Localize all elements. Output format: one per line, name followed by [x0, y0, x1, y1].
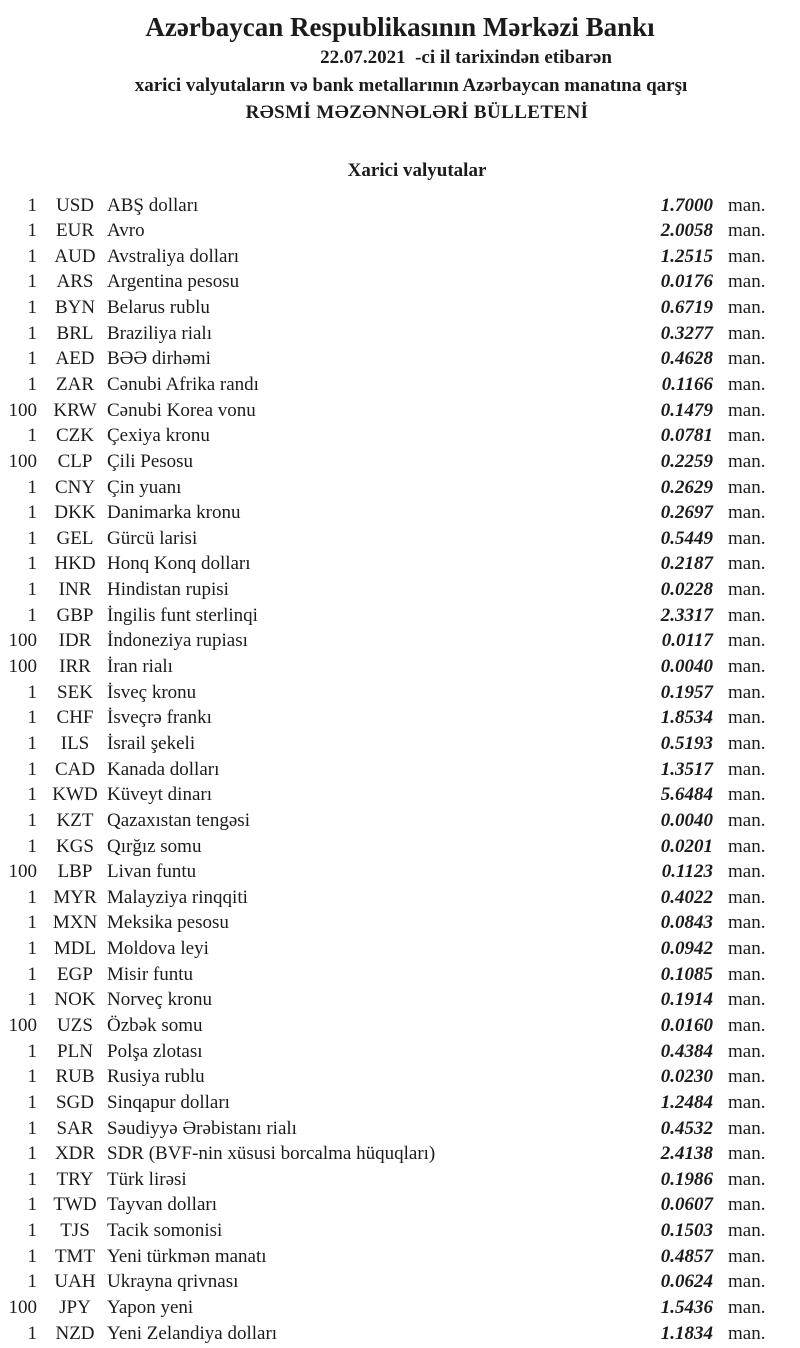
- rate-cell: 0.0843: [660, 912, 713, 934]
- unit-cell: man.: [728, 1194, 766, 1216]
- table-row: [0, 1218, 800, 1244]
- name-cell: Cənubi Korea vonu: [107, 399, 256, 421]
- code-cell: MDL: [53, 938, 97, 960]
- rate-cell: 0.0228: [660, 579, 713, 601]
- qty-cell: 1: [27, 1168, 37, 1190]
- name-cell: Polşa zlotası: [107, 1040, 203, 1062]
- name-cell: Tayvan dolları: [107, 1194, 217, 1216]
- name-cell: Hindistan rupisi: [107, 579, 229, 601]
- rate-cell: 0.3277: [660, 322, 713, 344]
- table-row: [0, 1064, 800, 1090]
- unit-cell: man.: [728, 886, 766, 908]
- qty-cell: 1: [27, 553, 37, 575]
- table-row: [0, 193, 800, 219]
- rate-cell: 1.5436: [660, 1297, 713, 1319]
- code-cell: NZD: [55, 1322, 95, 1344]
- rate-cell: 0.1957: [660, 681, 713, 703]
- name-cell: Küveyt dinarı: [107, 784, 213, 806]
- unit-cell: man.: [728, 220, 766, 242]
- rate-cell: 0.1123: [661, 861, 713, 883]
- rate-cell: 0.1085: [660, 963, 713, 985]
- rate-cell: 1.1834: [660, 1322, 713, 1344]
- table-row: [0, 936, 800, 962]
- unit-cell: man.: [728, 758, 766, 780]
- table-row: [0, 346, 800, 372]
- code-cell: SGD: [55, 1091, 94, 1113]
- name-cell: Çin yuanı: [107, 476, 182, 498]
- rate-cell: 0.2629: [660, 476, 713, 498]
- code-cell: ZAR: [56, 373, 94, 395]
- unit-cell: man.: [728, 1117, 766, 1139]
- unit-cell: man.: [728, 194, 766, 216]
- qty-cell: 1: [27, 1040, 37, 1062]
- rate-cell: 0.2259: [660, 450, 713, 472]
- name-cell: Qazaxıstan tengəsi: [107, 809, 250, 831]
- code-cell: KRW: [53, 399, 97, 421]
- code-cell: RUB: [55, 1066, 95, 1088]
- unit-cell: man.: [728, 938, 766, 960]
- name-cell: SDR (BVF-nin xüsusi borcalma hüquqları): [107, 1143, 436, 1165]
- name-cell: İran rialı: [107, 656, 173, 678]
- table-row: [0, 1013, 800, 1039]
- table-row: [0, 757, 800, 783]
- name-cell: Yeni Zelandiya dolları: [107, 1322, 278, 1344]
- rate-cell: 0.1479: [660, 399, 713, 421]
- unit-cell: man.: [728, 707, 766, 729]
- qty-cell: 1: [27, 1066, 37, 1088]
- code-cell: CAD: [54, 758, 96, 780]
- unit-cell: man.: [728, 553, 766, 575]
- unit-cell: man.: [728, 476, 766, 498]
- effective-date-line: 22.07.2021 -ci il tarixindən etibarən: [320, 47, 612, 68]
- unit-cell: man.: [728, 1066, 766, 1088]
- code-cell: AED: [55, 348, 95, 370]
- qty-cell: 1: [27, 809, 37, 831]
- code-cell: ARS: [56, 271, 94, 293]
- rate-cell: 0.0230: [660, 1066, 713, 1088]
- name-cell: Avstraliya dolları: [107, 245, 240, 267]
- rate-cell: 0.0160: [660, 1015, 713, 1036]
- rate-cell: 0.0040: [660, 809, 713, 831]
- code-cell: SEK: [57, 681, 93, 703]
- qty-cell: 1: [27, 963, 37, 985]
- table-row: [0, 218, 800, 244]
- name-cell: Tacik somonisi: [107, 1220, 223, 1242]
- rate-cell: 0.4532: [660, 1117, 713, 1139]
- table-row: [0, 449, 800, 475]
- unit-cell: man.: [728, 271, 766, 293]
- code-cell: MXN: [52, 912, 98, 934]
- name-cell: Moldova leyi: [107, 938, 209, 960]
- code-cell: EUR: [56, 220, 94, 242]
- name-cell: Gürcü larisi: [107, 527, 198, 549]
- rate-cell: 0.1986: [660, 1168, 713, 1190]
- rate-cell: 2.3317: [660, 604, 713, 626]
- qty-cell: 1: [27, 297, 37, 319]
- table-row: [0, 885, 800, 911]
- code-cell: KGS: [55, 835, 94, 857]
- table-row: [0, 1269, 800, 1295]
- table-row: [0, 577, 800, 603]
- qty-cell: 1: [27, 1322, 37, 1344]
- table-row: [0, 834, 800, 860]
- unit-cell: man.: [728, 656, 766, 678]
- qty-cell: 1: [27, 527, 37, 549]
- qty-cell: 1: [27, 425, 37, 447]
- unit-cell: man.: [728, 963, 766, 985]
- qty-cell: 100: [8, 450, 37, 472]
- code-cell: BYN: [54, 297, 96, 319]
- qty-cell: 1: [27, 835, 37, 857]
- qty-cell: 100: [8, 1297, 37, 1319]
- unit-cell: man.: [728, 604, 766, 626]
- rate-cell: 1.8534: [660, 707, 713, 729]
- code-cell: INR: [58, 579, 92, 601]
- unit-cell: man.: [728, 912, 766, 934]
- code-cell: SAR: [56, 1117, 94, 1139]
- unit-cell: man.: [728, 681, 766, 703]
- code-cell: TWD: [53, 1194, 97, 1216]
- table-row: [0, 500, 800, 526]
- rate-cell: 0.5193: [660, 732, 713, 754]
- name-cell: Rusiya rublu: [107, 1066, 205, 1088]
- rate-cell: 0.6719: [660, 297, 713, 319]
- qty-cell: 1: [27, 912, 37, 934]
- unit-cell: man.: [728, 630, 766, 652]
- code-cell: KZT: [56, 809, 94, 831]
- rate-cell: 0.0624: [660, 1271, 713, 1293]
- unit-cell: man.: [728, 245, 766, 267]
- name-cell: Norveç kronu: [107, 989, 212, 1011]
- qty-cell: 1: [27, 1220, 37, 1242]
- name-cell: İndoneziya rupiası: [107, 630, 248, 652]
- table-row: [0, 244, 800, 270]
- unit-cell: man.: [728, 1091, 766, 1113]
- code-cell: GEL: [56, 527, 94, 549]
- rate-cell: 0.4022: [660, 886, 713, 908]
- unit-cell: man.: [728, 450, 766, 472]
- qty-cell: 100: [8, 1015, 37, 1036]
- qty-cell: 1: [27, 373, 37, 395]
- qty-cell: 1: [27, 886, 37, 908]
- qty-cell: 1: [27, 681, 37, 703]
- qty-cell: 1: [27, 732, 37, 754]
- table-row: [0, 705, 800, 731]
- name-cell: Kanada dolları: [107, 758, 220, 780]
- unit-cell: man.: [728, 861, 766, 883]
- table-row: [0, 1116, 800, 1142]
- name-cell: Argentina pesosu: [107, 271, 240, 293]
- section-title: Xarici valyutalar: [347, 159, 487, 181]
- name-cell: Cənubi Afrika randı: [107, 373, 259, 395]
- code-cell: PLN: [57, 1040, 93, 1062]
- unit-cell: man.: [728, 1220, 766, 1242]
- rate-cell: 2.4138: [660, 1143, 713, 1165]
- code-cell: CNY: [54, 476, 96, 498]
- name-cell: Meksika pesosu: [107, 912, 229, 934]
- rate-cell: 0.1166: [661, 373, 713, 395]
- table-row: [0, 628, 800, 654]
- rate-cell: 0.1503: [660, 1220, 713, 1242]
- unit-cell: man.: [728, 989, 766, 1011]
- qty-cell: 1: [27, 989, 37, 1011]
- table-row: [0, 475, 800, 501]
- unit-cell: man.: [728, 1245, 766, 1267]
- code-cell: XDR: [54, 1143, 96, 1165]
- qty-cell: 100: [8, 399, 37, 421]
- qty-cell: 1: [27, 758, 37, 780]
- rate-cell: 0.0117: [661, 630, 713, 652]
- qty-cell: 1: [27, 604, 37, 626]
- qty-cell: 1: [27, 245, 37, 267]
- name-cell: Türk lirəsi: [107, 1168, 187, 1190]
- unit-cell: man.: [728, 1040, 766, 1062]
- unit-cell: man.: [728, 297, 766, 319]
- table-row: [0, 962, 800, 988]
- table-row: [0, 372, 800, 398]
- table-row: [0, 526, 800, 552]
- table-row: [0, 1141, 800, 1167]
- unit-cell: man.: [728, 1297, 766, 1319]
- qty-cell: 1: [27, 476, 37, 498]
- rate-cell: 0.4857: [660, 1245, 713, 1267]
- name-cell: Belarus rublu: [107, 297, 210, 319]
- table-row: [0, 1090, 800, 1116]
- qty-cell: 1: [27, 1117, 37, 1139]
- name-cell: İngilis funt sterlinqi: [107, 604, 258, 626]
- bulletin-title: RƏSMİ MƏZƏNNƏLƏRİ BÜLLETENİ: [245, 102, 589, 123]
- bank-title: Azərbaycan Respublikasının Mərkəzi Bankı: [145, 12, 655, 42]
- unit-cell: man.: [728, 1271, 766, 1293]
- qty-cell: 100: [8, 630, 37, 652]
- code-cell: NOK: [54, 989, 96, 1011]
- code-cell: LBP: [57, 861, 93, 883]
- unit-cell: man.: [728, 373, 766, 395]
- table-row: [0, 269, 800, 295]
- unit-cell: man.: [728, 502, 766, 524]
- name-cell: Honq Konq dolları: [107, 553, 251, 575]
- rate-cell: 1.2515: [660, 245, 713, 267]
- code-cell: GBP: [56, 604, 94, 626]
- table-row: [0, 1244, 800, 1270]
- code-cell: CLP: [57, 450, 93, 472]
- name-cell: İsveçrə frankı: [107, 707, 212, 729]
- qty-cell: 1: [27, 220, 37, 242]
- rate-cell: 0.0607: [660, 1194, 713, 1216]
- rate-cell: 1.7000: [660, 194, 713, 216]
- table-row: [0, 654, 800, 680]
- unit-cell: man.: [728, 579, 766, 601]
- name-cell: Sinqapur dolları: [107, 1091, 230, 1113]
- code-cell: MYR: [53, 886, 97, 908]
- rate-cell: 0.5449: [660, 527, 713, 549]
- qty-cell: 1: [27, 1245, 37, 1267]
- rate-cell: 1.2484: [660, 1091, 713, 1113]
- rates-table: [0, 193, 800, 1347]
- unit-cell: man.: [728, 784, 766, 806]
- qty-cell: 100: [8, 656, 37, 678]
- name-cell: Çili Pesosu: [107, 450, 194, 472]
- code-cell: TMT: [54, 1245, 96, 1267]
- qty-cell: 1: [27, 194, 37, 216]
- code-cell: IRR: [59, 656, 91, 678]
- unit-cell: man.: [728, 1168, 766, 1190]
- name-cell: ABŞ dolları: [107, 194, 199, 216]
- rate-cell: 0.2697: [660, 502, 713, 524]
- qty-cell: 1: [27, 322, 37, 344]
- code-cell: USD: [55, 194, 94, 216]
- unit-cell: man.: [728, 527, 766, 549]
- qty-cell: 1: [27, 938, 37, 960]
- qty-cell: 1: [27, 348, 37, 370]
- rate-cell: 2.0058: [660, 220, 713, 242]
- unit-cell: man.: [728, 1015, 766, 1036]
- code-cell: BRL: [56, 322, 94, 344]
- table-row: [0, 859, 800, 885]
- name-cell: Malayziya rinqqiti: [107, 886, 248, 908]
- name-cell: Danimarka kronu: [107, 502, 241, 524]
- name-cell: İsveç kronu: [107, 681, 197, 703]
- qty-cell: 1: [27, 1271, 37, 1293]
- unit-cell: man.: [728, 348, 766, 370]
- table-row: [0, 1192, 800, 1218]
- code-cell: IDR: [58, 630, 92, 652]
- qty-cell: 1: [27, 579, 37, 601]
- subject-line: xarici valyutaların və bank metallarının Azərbaycan manatına qarşı: [134, 74, 688, 96]
- table-row: [0, 398, 800, 424]
- code-cell: AUD: [54, 245, 96, 267]
- qty-cell: 1: [27, 707, 37, 729]
- name-cell: BƏƏ dirhəmi: [107, 348, 211, 370]
- qty-cell: 100: [8, 861, 37, 883]
- table-row: [0, 1167, 800, 1193]
- code-cell: CHF: [56, 707, 94, 729]
- qty-cell: 1: [27, 502, 37, 524]
- code-cell: UZS: [57, 1015, 93, 1036]
- rate-cell: 0.0942: [660, 938, 713, 960]
- code-cell: TJS: [60, 1220, 90, 1242]
- qty-cell: 1: [27, 784, 37, 806]
- name-cell: Yapon yeni: [107, 1297, 194, 1319]
- rate-cell: 0.0781: [660, 425, 713, 447]
- code-cell: JPY: [59, 1297, 91, 1319]
- unit-cell: man.: [728, 809, 766, 831]
- table-row: [0, 731, 800, 757]
- qty-cell: 1: [27, 1143, 37, 1165]
- table-row: [0, 987, 800, 1013]
- name-cell: Braziliya rialı: [107, 322, 212, 344]
- unit-cell: man.: [728, 732, 766, 754]
- qty-cell: 1: [27, 1194, 37, 1216]
- rate-cell: 0.0040: [660, 656, 713, 678]
- code-cell: CZK: [56, 425, 94, 447]
- rate-cell: 5.6484: [660, 784, 713, 806]
- unit-cell: man.: [728, 1143, 766, 1165]
- name-cell: Özbək somu: [107, 1015, 203, 1036]
- name-cell: Livan funtu: [107, 861, 197, 883]
- unit-cell: man.: [728, 399, 766, 421]
- table-row: [0, 680, 800, 706]
- code-cell: HKD: [54, 553, 96, 575]
- table-row: [0, 603, 800, 629]
- name-cell: Yeni türkmən manatı: [107, 1245, 267, 1267]
- code-cell: KWD: [52, 784, 98, 806]
- rate-cell: 0.0201: [660, 835, 713, 857]
- code-cell: UAH: [54, 1271, 96, 1293]
- table-row: [0, 423, 800, 449]
- table-row: [0, 910, 800, 936]
- code-cell: TRY: [56, 1168, 94, 1190]
- table-row: [0, 1039, 800, 1065]
- name-cell: İsrail şekeli: [107, 732, 196, 754]
- name-cell: Misir funtu: [107, 963, 194, 985]
- code-cell: EGP: [57, 963, 93, 985]
- code-cell: ILS: [60, 732, 90, 754]
- code-cell: DKK: [54, 502, 96, 524]
- table-row: [0, 1295, 800, 1321]
- unit-cell: man.: [728, 322, 766, 344]
- rate-cell: 0.4628: [660, 348, 713, 370]
- table-row: [0, 551, 800, 577]
- unit-cell: man.: [728, 1322, 766, 1344]
- rate-cell: 1.3517: [660, 758, 713, 780]
- unit-cell: man.: [728, 425, 766, 447]
- name-cell: Qırğız somu: [107, 835, 202, 857]
- rate-cell: 0.2187: [660, 553, 713, 575]
- table-row: [0, 1321, 800, 1347]
- unit-cell: man.: [728, 835, 766, 857]
- name-cell: Avro: [107, 220, 145, 242]
- name-cell: Səudiyyə Ərəbistanı rialı: [107, 1117, 297, 1139]
- table-row: [0, 321, 800, 347]
- table-row: [0, 295, 800, 321]
- rate-cell: 0.4384: [660, 1040, 713, 1062]
- rate-cell: 0.1914: [660, 989, 713, 1011]
- name-cell: Ukrayna qrivnası: [107, 1271, 239, 1293]
- name-cell: Çexiya kronu: [107, 425, 210, 447]
- table-row: [0, 808, 800, 834]
- table-row: [0, 782, 800, 808]
- rate-cell: 0.0176: [660, 271, 713, 293]
- qty-cell: 1: [27, 271, 37, 293]
- qty-cell: 1: [27, 1091, 37, 1113]
